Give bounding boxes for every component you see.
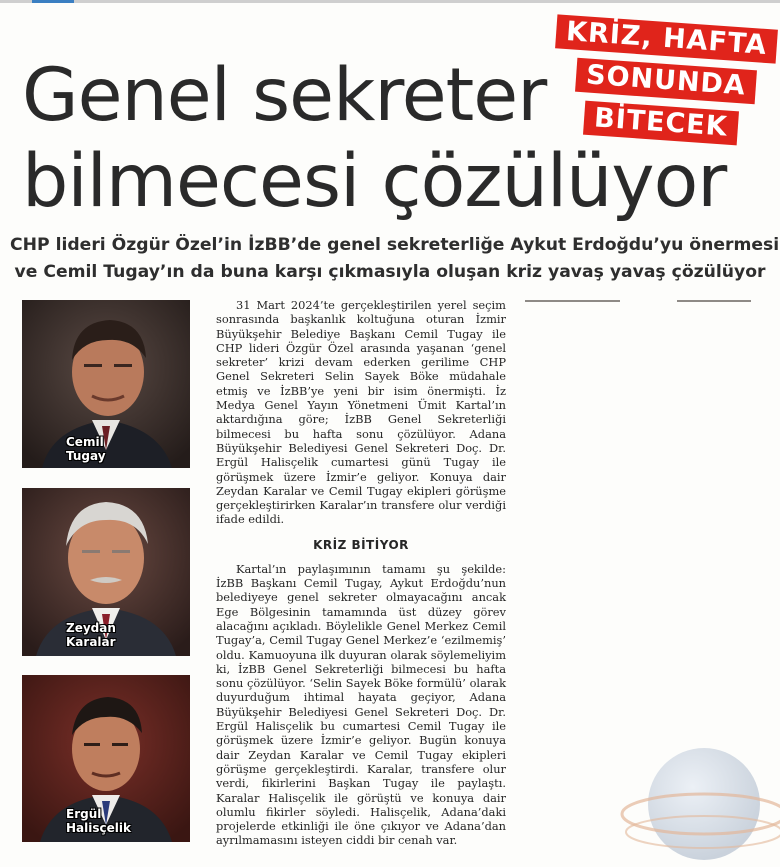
top-rule-accent <box>32 0 74 3</box>
top-rule <box>0 0 780 3</box>
deck-line-1: CHP lideri Özgür Özel’in İzBB’de genel sekreterliğe Aykut Erdoğdu’yu önermesi <box>10 235 780 255</box>
photo-zeydan-karalar <box>22 488 190 656</box>
caption-last-name: Halisçelik <box>66 821 131 835</box>
photo-cemil-tugay <box>22 300 190 468</box>
caption-first-name: Zeydan <box>66 621 116 635</box>
article-paragraph: 31 Mart 2024’te gerçekleştirilen yerel seçim sonrasında başkanlık koltuğuna oturan İzmir Büyükşehir Belediye Başkanı Cemil Tugay ile CHP lideri Özgür Özel arasında yaşanan ‘genel sekreter’ krizi devam ederken gerilime CHP Genel Sekreteri Selin Sayek Böke müdahale etmiş ve İzBB’ye yeni bir isim önermişti. İz Medya Genel Yayın Yönetmeni Ümit Kartal’ın aktardığına göre; İzBB Genel Sekreterliği bilmecesi bu hafta sonu çözülüyor. Adana Büyükşehir Belediyesi Genel Sekreteri Doç. Dr. Ergül Halisçelik cumartesi günü Tugay ile görüşmek üzere İzmir’e geliyor. Konuya dair Zeydan Karalar ve Cemil Tugay ekipleri görüşme gerçekleştirirken Karalar’ın transfere olur verdiği ifade edildi. <box>216 298 506 527</box>
deck-subtitle <box>10 232 780 286</box>
caption-last-name: Tugay <box>66 449 106 463</box>
article-body <box>216 298 506 848</box>
photo-caption <box>66 621 146 649</box>
kicker-badge-line-1: KRİZ, HAFTA <box>555 14 778 63</box>
kicker-badge <box>556 16 769 146</box>
globe-watermark-icon <box>620 740 780 867</box>
caption-first-name: Ergül <box>66 807 102 821</box>
deck-line-2: ve Cemil Tugay’ın da buna karşı çıkmasıyla oluşan kriz yavaş yavaş çözülüyor <box>14 262 766 282</box>
photo-caption <box>66 435 146 463</box>
headline-line-1: Genel sekreter <box>22 53 547 138</box>
column-rule <box>525 300 620 302</box>
photo-caption <box>66 807 146 835</box>
headline-line-2: bilmecesi çözülüyor <box>22 139 727 224</box>
kicker-badge-line-2: SONUNDA <box>575 58 757 104</box>
article-paragraph: Kartal’ın paylaşımının tamamı şu şekilde: İzBB Başkanı Cemil Tugay, Aykut Erdoğdu’nun belediyeye genel sekreter olmayacağını ancak Ege Bölgesinin tamamında üst düzey görev alacağını açıkladı. Böylelikle Genel Merkez Cemil Tugay’a, Cemil Tugay Genel Merkez’e ‘ezilmemiş’ oldu. Kamuoyuna ilk duyuran olarak söylemeliyim ki, İzBB Genel Sekreterliği bilmecesi bu hafta sonu çözülüyor. ‘Selin Sayek Böke formülü’ olarak duyurduğum ihtimal hayata geçiyor, Adana Büyükşehir Belediyesi Genel Sekreteri Doç. Dr. Ergül Halisçelik bu cumartesi Cemil Tugay ile görüşmek üzere İzmir’e geliyor. Bugün konuya dair Zeydan Karalar ve Cemil Tugay ekipleri görüşme gerçekleştirdi. Karalar, transfere olur verdi, fikirlerini Başkan Tugay ile paylaştı. Karalar Halisçelik ile görüştü ve konuya dair olumlu fikirler söyledi. Halisçelik, Adana’daki projelerde etkinliği ile öne çıkıyor ve Adana’dan ayrılmamasını isteyen ciddi bir cenah var. <box>216 561 506 848</box>
kicker-badge-line-3: BİTECEK <box>583 101 739 146</box>
caption-last-name: Karalar <box>66 635 116 649</box>
column-rule <box>677 300 751 302</box>
article-subheading: KRİZ BİTİYOR <box>313 537 409 552</box>
photo-ergul-haliscelik <box>22 675 190 842</box>
caption-first-name: Cemil <box>66 435 104 449</box>
